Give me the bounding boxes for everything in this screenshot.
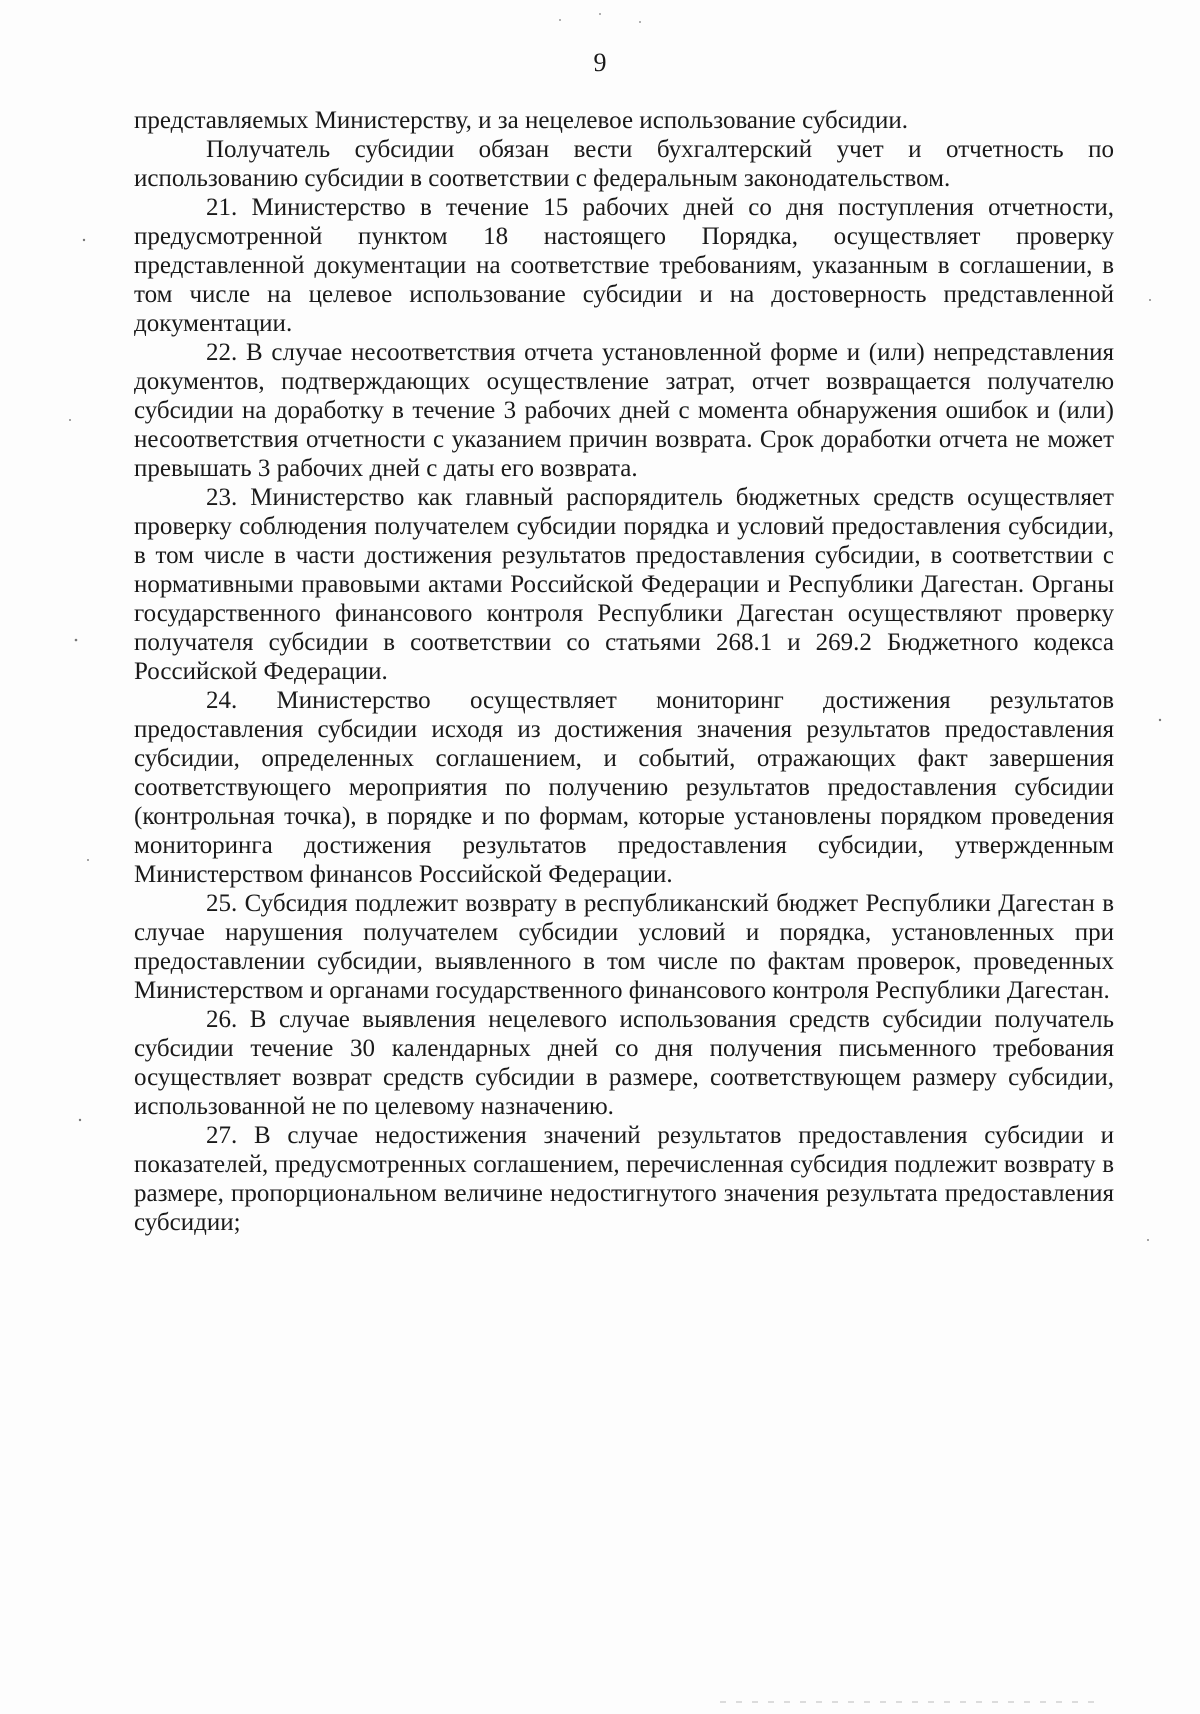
paragraph-continuation: представляемых Министерству, и за нецелевое использование субсидии. xyxy=(134,107,908,134)
paragraph-21: 21. Министерство в течение 15 рабочих дней со дня поступления отчетности, предусмотренной пунктом 18 настоящего Порядка, осуществляет проверку представленной документации на соответствие требованиям, указанным в соглашении, в том числе на целевое использование субсидии и на достоверность представленной документации. xyxy=(134,194,1114,337)
paragraph-22: 22. В случае несоответствия отчета установленной форме и (или) непредставления документов, подтверждающих осуществление затрат, отчет возвращается получателю субсидии на доработку в течение 3 рабочих дней с момента обнаружения ошибок и (или) несоответствия отчетности с указанием причин возврата. Срок доработки отчета не может превышать 3 рабочих дней с даты его возврата. xyxy=(134,339,1114,482)
page-number: 9 xyxy=(593,48,607,77)
paragraph-23: 23. Министерство как главный распорядитель бюджетных средств осуществляет проверку соблюдения получателем субсидии порядка и условий предоставления субсидии, в том числе в части достижения результатов предоставления субсидии, в соответствии с нормативными правовыми актами Российской Федерации и Республики Дагестан. Органы государственного финансового контроля Республики Дагестан осуществляют проверку получателя субсидии в соответствии со статьями 268.1 и 269.2 Бюджетного кодекса Российской Федерации. xyxy=(134,484,1114,685)
paragraph-accounting: Получатель субсидии обязан вести бухгалтерский учет и отчетность по использованию субсидии в соответствии с федеральным законодательством. xyxy=(134,136,1114,192)
paragraph-26: 26. В случае выявления нецелевого использования средств субсидии получатель субсидии течение 30 календарных дней со дня получения письменного требования осуществляет возврат средств субсидии в размере, соответствующем размеру субсидии, использованной не по целевому назначению. xyxy=(134,1006,1114,1120)
paragraph-24: 24. Министерство осуществляет мониторинг достижения результатов предоставления субсидии исходя из достижения значения результатов предоставления субсидии, определенных соглашением, и событий, отражающих факт завершения соответствующего мероприятия по получению результатов предоставления субсидии (контрольная точка), в порядке и по формам, которые установлены порядком проведения мониторинга достижения результатов предоставления субсидии, утвержденным Министерством финансов Российской Федерации. xyxy=(134,687,1114,888)
paragraph-27: 27. В случае недостижения значений результатов предоставления субсидии и показателей, предусмотренных соглашением, перечисленная субсидия подлежит возврату в размере, пропорциональном величине недостигнутого значения результата предоставления субсидии; xyxy=(134,1122,1114,1236)
paragraph-25: 25. Субсидия подлежит возврату в республиканский бюджет Республики Дагестан в случае нарушения получателем субсидии условий и порядка, установленных при предоставлении субсидии, выявленного в том числе по фактам проверок, проведенных Министерством и органами государственного финансового контроля Республики Дагестан. xyxy=(134,890,1114,1004)
document-body xyxy=(134,106,1114,1237)
